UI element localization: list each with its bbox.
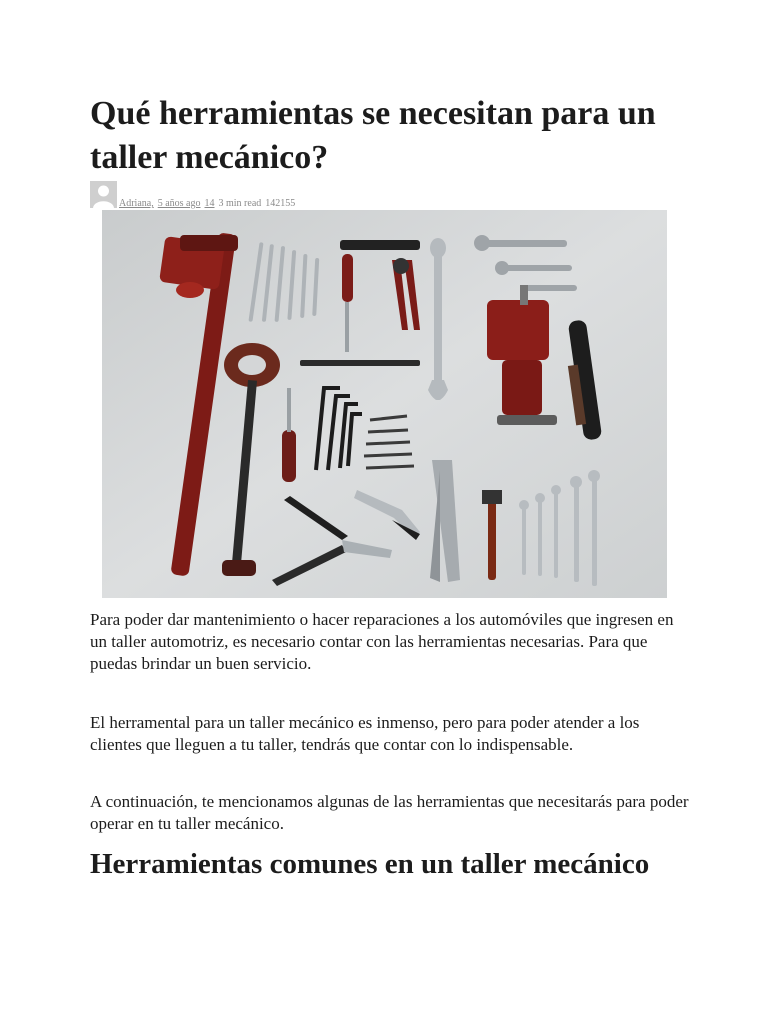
read-time: 3 min read [218, 198, 262, 209]
paragraph-1: Para poder dar mantenimiento o hacer reparaciones a los automóviles que ingresen en un taller automotriz, es necesario contar con las herramientas necesarias. Para que puedas brindar un buen servicio. [90, 610, 674, 673]
paragraph-3: A continuación, te mencionamos algunas de las herramientas que necesitarás para poder operar en tu taller mecánico. [90, 792, 689, 833]
post-time[interactable]: 5 años ago [157, 198, 201, 209]
user-avatar-icon [90, 181, 117, 208]
avatar[interactable] [90, 181, 117, 208]
view-count: 142155 [265, 198, 296, 209]
comment-count[interactable]: 14 [204, 198, 215, 209]
tools-photo [102, 210, 667, 598]
tools-photo-icon [102, 210, 667, 598]
meta-text [119, 198, 299, 209]
file-icon [300, 360, 420, 366]
section-heading: Herramientas comunes en un taller mecánico [90, 848, 650, 880]
article-title: Qué herramientas se necesitan para un taller mecánico? [90, 95, 656, 176]
article-meta [90, 181, 690, 211]
author-link[interactable]: Adriana, [119, 198, 154, 209]
paragraph-2: El herramental para un taller mecánico es inmenso, pero para poder atender a los clientes que lleguen a tu taller, tendrás que contar con lo indispensable. [90, 713, 640, 754]
